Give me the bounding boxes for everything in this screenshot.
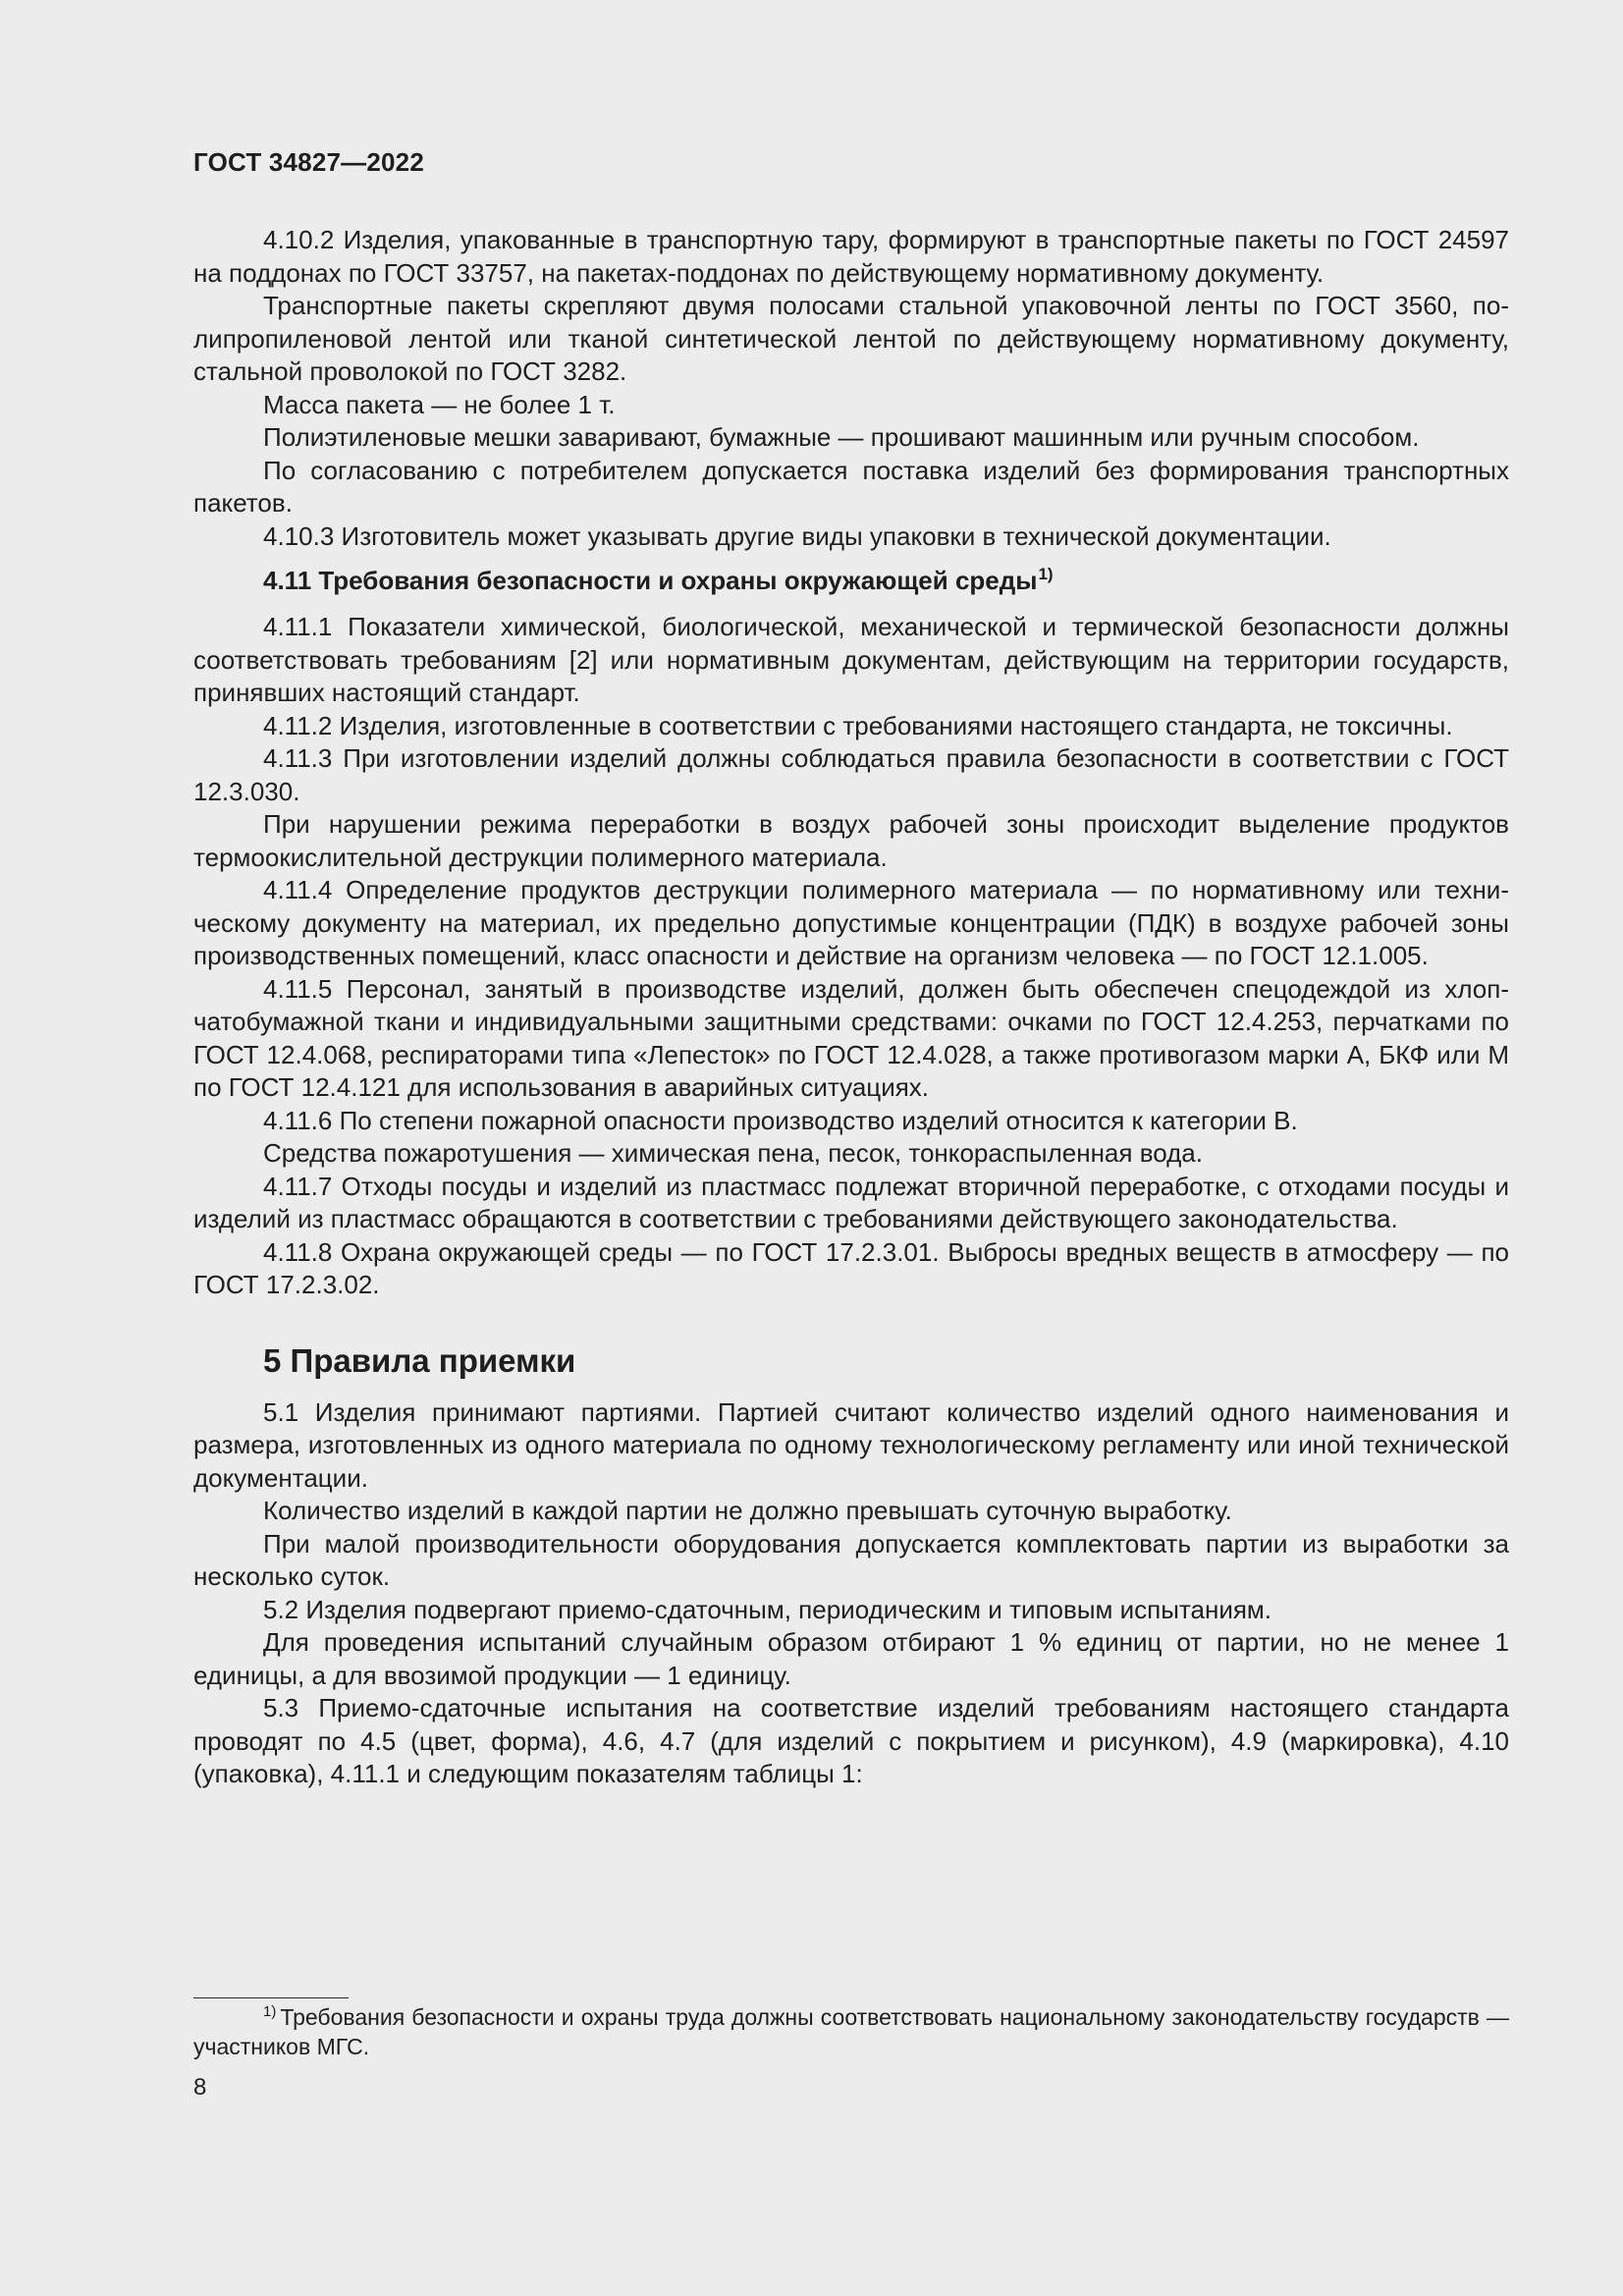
footnote-marker: 1) [263, 2003, 277, 2020]
footnote-divider [193, 1997, 349, 1998]
paragraph-4-11-4: 4.11.4 Определение продуктов деструкции полимерного материала — по нормативному или техническому документу на материал, их предельно допустимые концентрации (ПДК) в воздухе рабочей зоны производственных помещений, класс опасности и действие на организм человека — по ГОСТ 12.1.005. [193, 875, 1509, 970]
footnote-reference: 1) [1038, 565, 1054, 583]
section-heading-4-11 [193, 565, 1509, 597]
paragraph-batch-quantity: Количество изделий в каждой партии не должно превышать суточную выработку. [263, 1496, 1232, 1525]
paragraph-4-10-3: 4.10.3 Изготовитель может указывать другие виды упаковки в технической документации. [263, 520, 1331, 551]
paragraph-fire-extinguishing: Средства пожаротушения — химическая пена, песок, тонкораспыленная вода. [263, 1138, 1203, 1168]
paragraph-4-11-7: 4.11.7 Отходы посуды и изделий из пластмасс подлежат вторичной переработке, с отходами посуды и изделий из пластмасс обращаются в соответствии с требованиями действующего законодательства. [193, 1171, 1509, 1233]
page-number: 8 [193, 2074, 207, 2101]
paragraph-5-1: 5.1 Изделия принимают партиями. Партией считают количество изделий одного наименования и размера, изготовленных из одного материала по одному технологическому регламенту или иной технической документации. [193, 1396, 1509, 1493]
paragraph-package-mass: Масса пакета — не более 1 т. [263, 389, 616, 419]
paragraph-4-11-1: 4.11.1 Показатели химической, биологической, механической и термической безопасности должны соответствовать требованиям [2] или нормативным документам, действующим на территории государств, принявших настоящий стандарт. [193, 612, 1509, 707]
paragraph-sampling: Для проведения испытаний случайным образом отбирают 1 % единиц от партии, но не менее 1 единицы, а для ввозимой продукции — 1 единицу. [193, 1627, 1509, 1690]
paragraph-4-11-8: 4.11.8 Охрана окружающей среды — по ГОСТ 17.2.3.01. Выбросы вредных веществ в атмосферу — по ГОСТ 17.2.3.02. [193, 1236, 1509, 1299]
paragraph-5-3: 5.3 Приемо-сдаточные испытания на соответствие изделий требованиям настоящего стандарта проводят по 4.5 (цвет, форма), 4.6, 4.7 (для изделий с покрытием и рисунком), 4.9 (маркировка), 4.10 (упаковка), 4.11.1 и следующим показателям таблицы 1: [193, 1693, 1509, 1788]
paragraph-low-productivity: При малой производительности оборудования допускается комплектовать партии из выработки за несколько суток. [193, 1528, 1509, 1591]
section-heading-5: 5 Правила приемки [263, 1341, 576, 1379]
paragraph-4-11-6: 4.11.6 По степени пожарной опасности производство изделий относится к категории В. [263, 1105, 1298, 1135]
section-heading-4-11-text: 4.11 Требования безопасности и охраны окружающей среды [263, 566, 1038, 595]
paragraph-transport-packages: Транспортные пакеты скрепляют двумя полосами стальной упаковочной ленты по ГОСТ 3560, полипропиленовой лентой или тканой синтетической лентой по действующему нормативному документу, стальной проволокой по ГОСТ 3282. [193, 291, 1509, 386]
document-code-header: ГОСТ 34827—2022 [193, 147, 424, 177]
paragraph-5-2: 5.2 Изделия подвергают приемо-сдаточным, периодическим и типовым испытаниям. [263, 1594, 1272, 1624]
paragraph-4-11-2: 4.11.2 Изделия, изготовленные в соответствии с требованиями настоящего стандарта, не токсичны. [263, 710, 1453, 740]
footnote-text: Требования безопасности и охраны труда должны соответствовать национальному законодательству государств — участников МГС. [193, 2004, 1509, 2059]
paragraph-4-11-3: 4.11.3 При изготовлении изделий должны соблюдаться правила безопасности в соответствии с ГОСТ 12.3.030. [193, 743, 1509, 806]
footnote [193, 2002, 1509, 2061]
paragraph-consumer-agreement: По согласованию с потребителем допускается поставка изделий без формирования транспортных пакетов. [193, 455, 1509, 518]
paragraph-4-11-5: 4.11.5 Персонал, занятый в производстве изделий, должен быть обеспечен спецодеждой из хлопчатобумажной ткани и индивидуальными защитными средствами: очками по ГОСТ 12.4.253, перчатками по ГОСТ 12.4.068, респираторами типа «Лепесток» по ГОСТ 12.4.028, а также противогазом марки А, БКФ или М по ГОСТ 12.4.121 для использования в аварийных ситуациях. [193, 973, 1509, 1102]
page-body [193, 224, 1509, 1791]
paragraph-bags-sealing: Полиэтиленовые мешки заваривают, бумажные — прошивают машинным или ручным способом. [263, 422, 1420, 452]
paragraph-4-10-2: 4.10.2 Изделия, упакованные в транспортную тару, формируют в транспортные пакеты по ГОСТ 24597 на поддонах по ГОСТ 33757, на пакетах-поддонах по действующему нормативному документу. [193, 225, 1509, 288]
paragraph-processing-violation: При нарушении режима переработки в воздух рабочей зоны происходит выделение продуктов термоокислительной деструкции полимерного материала. [193, 809, 1509, 872]
